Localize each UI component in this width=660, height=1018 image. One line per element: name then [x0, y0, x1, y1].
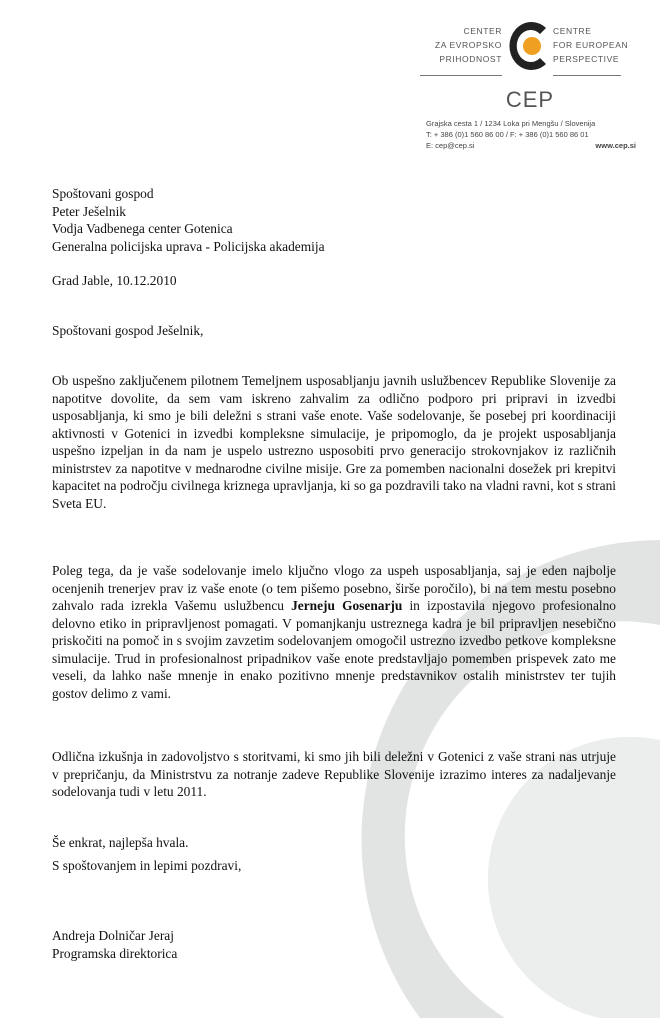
paragraph-3: Odlična izkušnja in zadovoljstvo s storitvami, ki smo jih bili deležni v Gotenici z vaše strani nas utrjuje v prepričanju, da Ministrstvu za notranje zadeve Republike Slovenije izrazimo interes za nadaljevanje sodelovanja tudi v letu 2011.: [52, 749, 616, 799]
cep-acronym: CEP: [505, 87, 555, 112]
paragraph-1: Ob uspešno zaključenem pilotnem Temeljnem usposabljanju javnih uslužbencev Republike Slovenije za napotitve dovolite, da sem vam iskreno zahvalim za odlično podporo pri pripravi in izvedbi usposabljanja, ki smo je bili deležni s strani vaše enote. Vaše sodelovanje, še posebej pri koordinaciji aktivnosti v Gotenici in izvedbi kompleksne simulacije, je pripomoglo, da je projekt usposabljanja uspešno izpeljan in da nam je uspelo ustrezno usposobiti prvo generacijo strokovnjakov iz različnih ministrstev za napotitve v mednarodne civilne misije. Gre za pomemben nacionalni dosežek pri krepitvi kapacitet na področju civilnega kriznega upravljanja, ki so ga pozdravili tako na vladni ravni, kot s strani Sveta EU.: [52, 373, 616, 511]
paragraph-2: Poleg tega, da je vaše sodelovanje imelo ključno vlogo za uspeh usposabljanja, saj je eden najbolje ocenjenih trenerjev prav iz vaše enote (o tem pišemo posebno, širše poročilo), bi na tem mestu posebno zahvalo rada izrekla Vašemu uslužbencu Jerneju Gosenarju in izpostavila njegovo profesionalno delovno etiko in pripravljenost pomagati. V pomanjkanju ustreznega kadra je bil pripravljen nesebično priskočiti na pomoč in s svojim zavzetim sodelovanjem omogočil ustrezno izvedbo petkove kompleksne simulacije. Trud in profesionalnost pripadnikov vaše enote predstavljajo pomemben prispevek zato me veseli, da lahko naše mnenje in enako pozitivno mnenje predstavnikov ostalih ministrstev ter tujih gostov delimo z vami.: [52, 563, 616, 701]
place-date: Grad Jable, 10.12.2010: [52, 273, 177, 288]
recipient-organization: Generalna policijska uprava - Policijska akademija: [52, 238, 325, 254]
signature-block: [52, 927, 616, 962]
recipient-position: Vodja Vadbenega center Gotenica: [52, 221, 233, 236]
recipient-name: Peter Ješelnik: [52, 203, 127, 219]
letterhead-left-text: CENTER ZA EVROPSKO PRIHODNOST: [434, 26, 502, 64]
recipient-salutation: Spoštovani gospod: [52, 186, 154, 201]
cep-logo-icon: [504, 18, 554, 74]
thanks-line: Še enkrat, najlepša hvala.: [52, 835, 189, 850]
recipient-block: [52, 185, 616, 255]
email-text: E: cep@cep.si: [426, 141, 475, 150]
letterhead-rule-right: [553, 75, 621, 76]
closing-line: S spoštovanjem in lepimi pozdravi,: [52, 858, 242, 873]
letterhead: [420, 14, 640, 154]
employee-name: Jerneju Gosenarju: [291, 598, 403, 613]
letterhead-rule-left: [420, 75, 502, 76]
letterhead-right-text: CENTRE FOR EUROPEAN PERSPECTIVE: [553, 26, 629, 64]
website-link[interactable]: www.cep.si: [595, 141, 636, 150]
signature-name: Andreja Dolničar Jeraj: [52, 928, 174, 943]
greeting: Spoštovani gospod Ješelnik,: [52, 323, 204, 338]
signature-title: Programska direktorica: [52, 945, 178, 961]
letterhead-address: Grajska cesta 1 / 1234 Loka pri Mengšu / Slovenija T: + 386 (0)1 560 86 00 / F: + 386 (0)1 560 86 01 E: cep@cep.si www.cep.si: [426, 119, 636, 150]
